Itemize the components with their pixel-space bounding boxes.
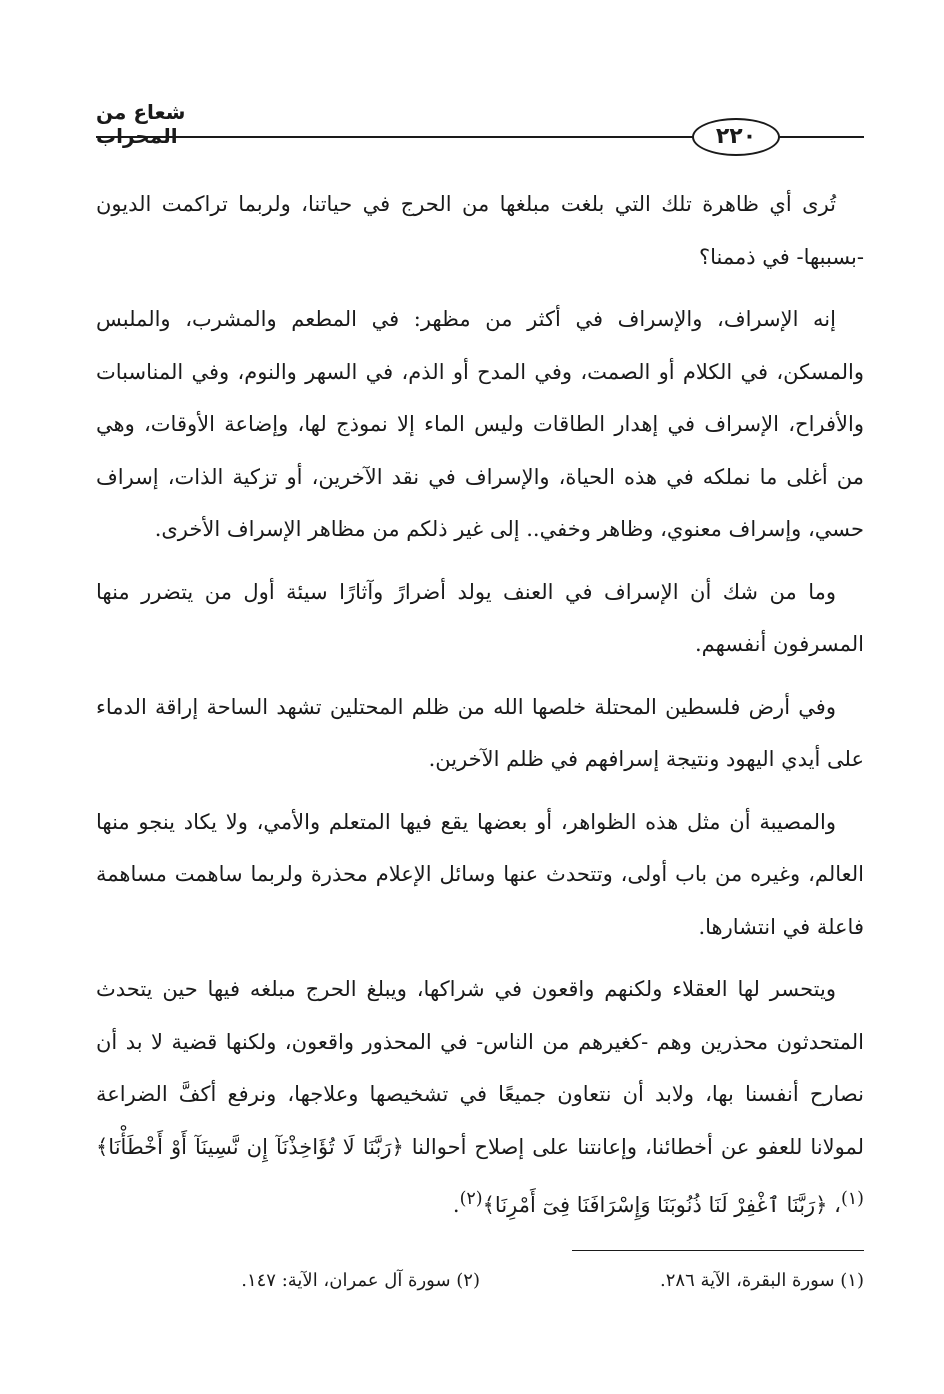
paragraph-6-text: ويتحسر لها العقلاء ولكنهم واقعون في شراكها، ويبلغ الحرج مبلغه فيها حين يتحدث المتحدثون محذرين وهم -كغيرهم من الناس- في المحذور واقعون، ولكنها قضية لا بد أن نصارح أنفسنا بها، ولابد أن نتعاون جميعًا في تشخيصها وعلاجها، ونرفع أكفَّ الضراعة لمولانا للعفو عن أخطائنا، وإعانتنا على إصلاح أحوالنا: [96, 977, 864, 1159]
quran-verse-1: ﴿رَبَّنَا لَا تُؤَاخِذْنَآ إِن نَّسِينَآ أَوْ أَخْطَأْنَا﴾: [96, 1134, 404, 1159]
verse-separator: ،: [827, 1193, 841, 1217]
paragraph-5: والمصيبة أن مثل هذه الظواهر، أو بعضها يقع فيها المتعلم والأمي، ولا يكاد ينجو منها العالم، وغيره من باب أولى، وتتحدث عنها وسائل الإعلام محذرة ولربما ساهمت مساهمة فاعلة في انتشارها.: [96, 809, 864, 939]
paragraph-6-end: .: [452, 1193, 460, 1217]
quran-verse-2: ﴿رَبَّنَا ٱغْفِرْ لَنَا ذُنُوبَنَا وَإِسْرَافَنَا فِىٓ أَمْرِنَا﴾: [482, 1193, 828, 1217]
running-head-title: شعاع من المحراب: [96, 100, 186, 148]
paragraph-4: وفي أرض فلسطين المحتلة خلصها الله من ظلم المحتلين تشهد الساحة إراقة الدماء على أيدي اليهود ونتيجة إسرافهم في ظلم الآخرين.: [96, 694, 864, 771]
footnote-ref-1: (١): [840, 1189, 864, 1209]
footnote-rule: [572, 1250, 864, 1251]
footnote-1: (١) سورة البقرة، الآية ٢٨٦.: [660, 1270, 864, 1291]
body-text: [96, 178, 864, 1232]
footnote-ref-2: (٢): [459, 1189, 483, 1209]
paragraph-3: وما من شك أن الإسراف في العنف يولد أضرارً وآثارًا سيئة أول من يتضرر منها المسرفون أنفسهم.: [96, 579, 864, 656]
footnote-2: (٢) سورة آل عمران، الآية: ١٤٧.: [241, 1270, 480, 1291]
paragraph-1: تُرى أي ظاهرة تلك التي بلغت مبلغها من الحرج في حياتنا، ولربما تراكمت الديون -بسببها- في ذممنا؟: [96, 192, 864, 269]
paragraph-6: [96, 963, 864, 1232]
page-number-badge: ٢٢٠: [692, 118, 780, 156]
paragraph-2: إنه الإسراف، والإسراف في أكثر من مظهر: في المطعم والمشرب، والملبس والمسكن، في الكلام أو الصمت، وفي المدح أو الذم، في السهر والنوم، وفي المناسبات والأفراح، الإسراف في إهدار الطاقات وليس الماء إلا نموذج لها، وإضاعة الأوقات، وهي من أغلى ما نملكه في هذه الحياة، والإسراف في نقد الآخرين، أو تزكية الذات، إسراف حسي، وإسراف معنوي، وظاهر وخفي.. إلى غير ذلكم من مظاهر الإسراف الأخرى.: [96, 307, 864, 541]
